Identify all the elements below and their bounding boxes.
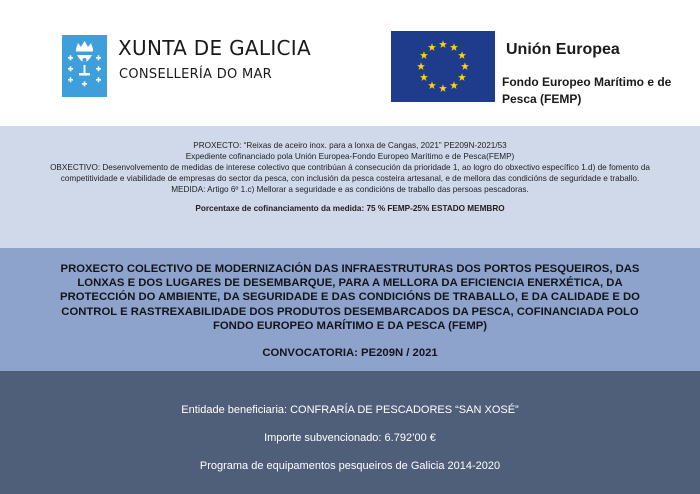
program-band: [0, 248, 700, 371]
project-measure: MEDIDA: Artigo 6º 1.c) Mellorar a seguridade e as condicións de traballo das persoas pescadoras.: [171, 185, 529, 195]
xunta-title: XUNTA DE GALICIA: [118, 36, 311, 60]
project-info-band: [0, 126, 700, 248]
project-info: [40, 140, 660, 215]
subsidy-amount: Importe subvencionado: 6.792’00 €: [264, 432, 436, 444]
xunta-subtitle: CONSELLERÍA DO MAR: [119, 67, 273, 82]
program-name: Programa de equipamentos pesqueiros de Galicia 2014-2020: [199, 460, 501, 472]
header: [0, 0, 700, 126]
xunta-coat-of-arms-icon: [62, 35, 107, 97]
eu-fund-name: Fondo Europeo Marítimo e de Pesca (FEMP): [502, 75, 672, 106]
project-title: PROXECTO: “Reixas de aceiro inox. para a lonxa de Cangas, 2021” PE209N-2021/53: [193, 141, 507, 150]
program-description: PROXECTO COLECTIVO DE MODERNIZACIÓN DAS INFRAESTRUTURAS DOS PORTOS PESQUEIROS, DAS LONXAS E DOS LUGARES DE DESEMBARQUE, PARA A MELLORA DA EFICIENCIA ENERXÉTICA, DA PROTECCIÓN DO AMBIENTE, DA SEGURIDADE E DAS CONDICIÓNS DE TRABALLO, E DA CALIDADE E DO CONTROL E RASTREXABILIDADE DOS PRODUTOS DESEMBARCADOS DA PESCA, COFINANCIADA POLO FONDO EUROPEO MARÍTIMO E DA PESCA (FEMP): [60, 263, 640, 332]
cofinancing-rate: Porcentaxe de cofinanciamento da medida: 75 % FEMP-25% ESTADO MEMBRO: [195, 204, 505, 214]
eu-title: Unión Europea: [506, 41, 620, 58]
project-objective: OBXECTIVO: Desenvolvemento de medidas de interese colectivo que contribúan á consecución da prioridade 1, ao logro do obxectivo específico 1.d) de fomento da competitividade e viabilidade de empresas do sector da pesca, con inclusión da pesca costeira artesanal, e de mellora das condicións de seguridade e traballo.: [50, 163, 650, 184]
convocatoria: CONVOCATORIA: PE209N / 2021: [262, 347, 438, 359]
beneficiary-band: [0, 371, 700, 494]
beneficiary-entity: Entidade beneficiaria: CONFRARÍA DE PESCADORES “SAN XOSÉ”: [181, 404, 519, 416]
eu-flag-icon: [391, 31, 495, 102]
project-expediente: Expediente cofinanciado pola Unión Europea-Fondo Europeo Marítimo e de Pesca(FEMP): [185, 152, 515, 162]
